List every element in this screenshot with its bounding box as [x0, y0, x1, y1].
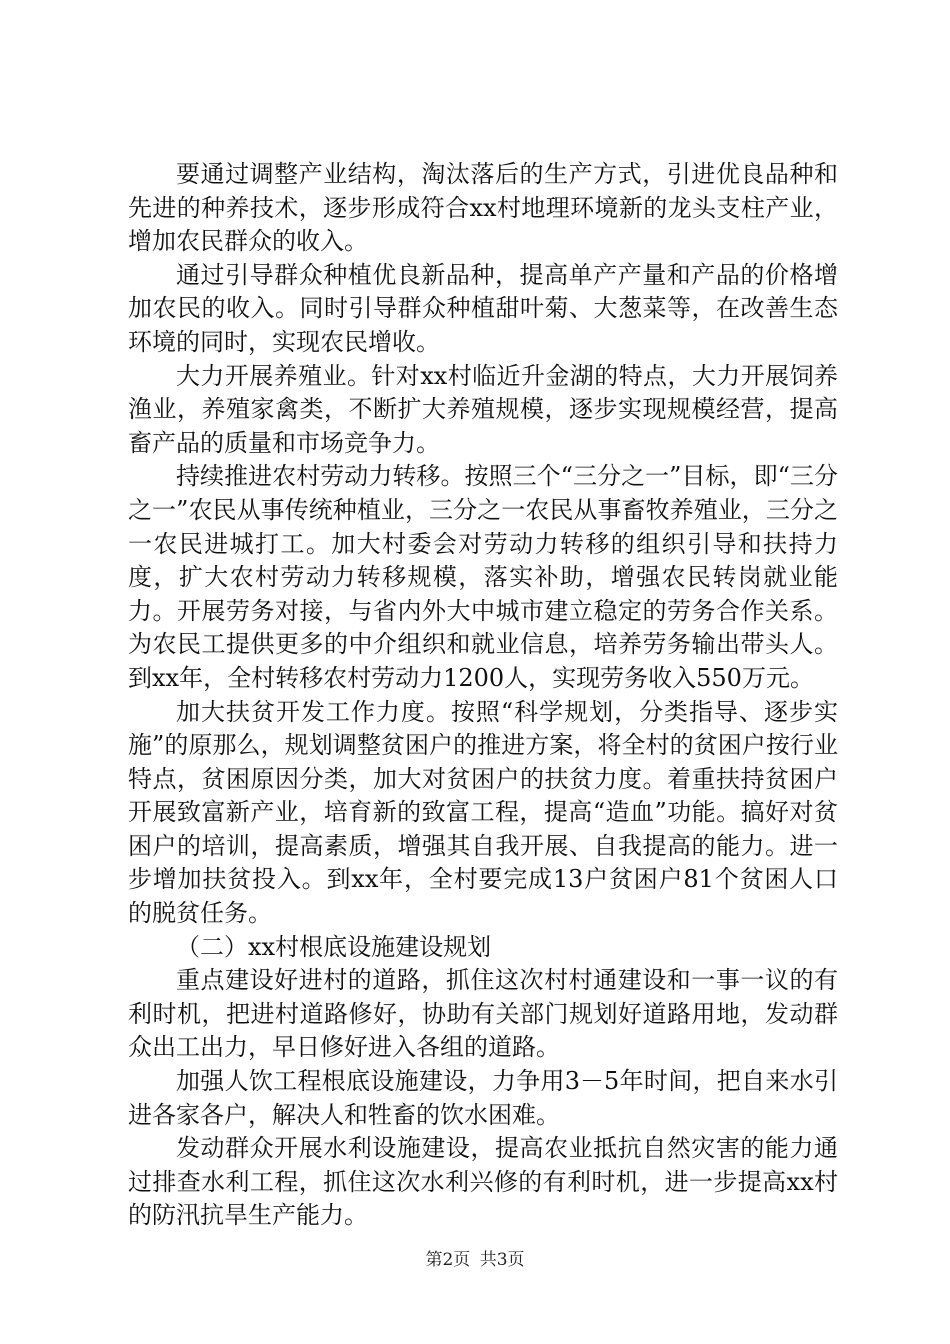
paragraph-water-conservancy: 发动群众开展水利设施建设，提高农业抵抗自然灾害的能力通过排查水利工程，抓住这次水利兴修的有利时机，进一步提高xx村的防汛抗旱生产能力。	[128, 1134, 838, 1230]
section-heading-infrastructure: （二）xx村根底设施建设规划	[176, 932, 492, 961]
page-footer	[0, 1245, 950, 1270]
page-total: 共3页	[479, 1250, 525, 1270]
paragraph-poverty-alleviation: 加大扶贫开发工作力度。按照“科学规划，分类指导、逐步实施”的原那么，规划调整贫困户的推进方案，将全村的贫困户按行业特点，贫困原因分类，加大对贫困户的扶贫力度。着重扶持贫困户开展致富新产业，培育新的致富工程，提高“造血”功能。搞好对贫困户的培训，提高素质，增强其自我开展、自我提高的能力。进一步增加扶贫投入。到xx年，全村要完成13户贫困户81个贫困人口的脱贫任务。	[128, 697, 838, 928]
paragraph-breeding: 大力开展养殖业。针对xx村临近升金湖的特点，大力开展饲养渔业，养殖家禽类，不断扩大养殖规模，逐步实现规模经营，提高畜产品的质量和市场竞争力。	[128, 361, 838, 457]
paragraph-drinking-water: 加强人饮工程根底设施建设，力争用3－5年时间，把自来水引进各家各户，解决人和牲畜的饮水困难。	[128, 1067, 838, 1129]
paragraph-new-varieties: 通过引导群众种植优良新品种，提高单产产量和产品的价格增加农民的收入。同时引导群众种植甜叶菊、大葱菜等，在改善生态环境的同时，实现农民增收。	[128, 260, 838, 356]
paragraph-labor-transfer: 持续推进农村劳动力转移。按照三个“三分之一”目标，即“三分之一”农民从事传统种植业，三分之一农民从事畜牧养殖业，三分之一农民进城打工。加大村委会对劳动力转移的组织引导和扶持力度，扩大农村劳动力转移规模，落实补助，增强农民转岗就业能力。开展劳务对接，与省内外大中城市建立稳定的劳务合作关系。为农民工提供更多的中介组织和就业信息，培养劳务输出带头人。到xx年，全村转移农村劳动力1200人，实现劳务收入550万元。	[128, 462, 838, 692]
paragraph-industry-structure: 要通过调整产业结构，淘汰落后的生产方式，引进优良品种和先进的种养技术，逐步形成符合xx村地理环境新的龙头支柱产业，增加农民群众的收入。	[128, 160, 838, 256]
page-number: 第2页	[425, 1250, 471, 1270]
document-body	[128, 158, 838, 1233]
paragraph-roads: 重点建设好进村的道路，抓住这次村村通建设和一事一议的有利时机，把进村道路修好，协助有关部门规划好道路用地，发动群众出工出力，早日修好进入各组的道路。	[128, 966, 838, 1062]
